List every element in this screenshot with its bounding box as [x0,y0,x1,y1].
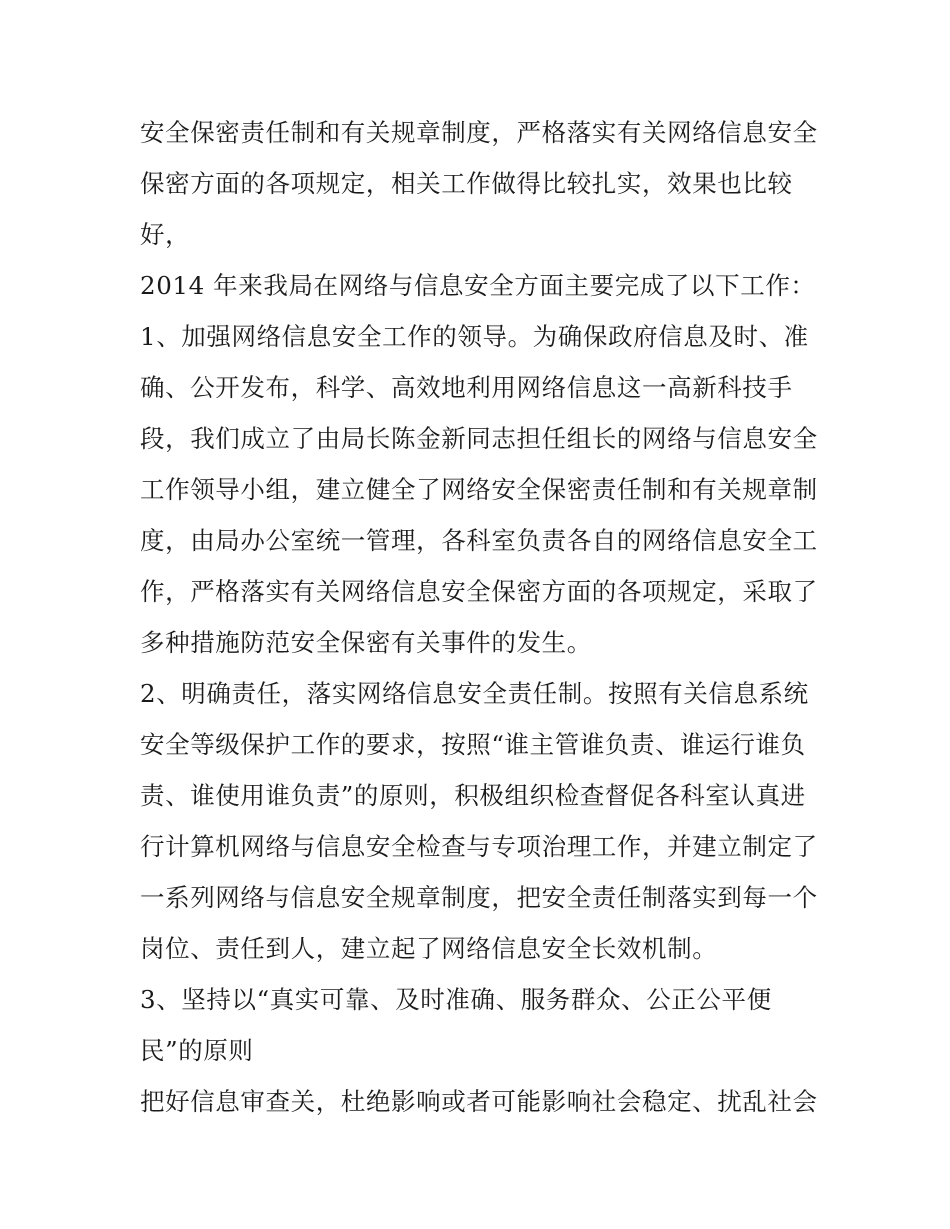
text-line: 一系列网络与信息安全规章制度，把安全责任制落实到每一个 [140,883,818,912]
text-line: 安全等级保护工作的要求，按照“谁主管谁负责、谁运行谁负 [140,730,806,759]
text-line: 作，严格落实有关网络信息安全保密方面的各项规定，采取了 [140,577,818,606]
text-line: 2、明确责任，落实网络信息安全责任制。按照有关信息系统 [140,679,809,708]
text-line: 行计算机网络与信息安全检查与专项治理工作，并建立制定了 [140,832,818,861]
text-line: 段，我们成立了由局长陈金新同志担任组长的网络与信息安全 [140,424,818,453]
text-line: 多种措施防范安全保密有关事件的发生。 [140,628,592,657]
text-line: 度，由局办公室统一管理，各科室负责各自的网络信息安全工 [140,526,818,555]
document-body [140,107,820,1127]
text-line: 好， [140,220,191,249]
text-line: 确、公开发布，科学、高效地利用网络信息这一高新科技手 [140,373,793,402]
text-line: 把好信息审查关，杜绝影响或者可能影响社会稳定、扰乱社会 [140,1087,818,1116]
text-line: 安全保密责任制和有关规章制度，严格落实有关网络信息安全 [140,118,818,147]
text-line: 责、谁使用谁负责”的原则，积极组织检查督促各科室认真进 [140,781,806,810]
text-line: 工作领导小组，建立健全了网络安全保密责任制和有关规章制 [140,475,818,504]
text-line: 1、加强网络信息安全工作的领导。为确保政府信息及时、准 [140,322,809,351]
text-line: 3、坚持以“真实可靠、及时准确、服务群众、公正公平便 [140,985,772,1014]
text-line: 保密方面的各项规定，相关工作做得比较扎实，效果也比较 [140,169,793,198]
text-line: 2014 年来我局在网络与信息安全方面主要完成了以下工作： [140,271,816,300]
text-line: 岗位、责任到人，建立起了网络信息安全长效机制。 [140,934,718,963]
text-line: 民”的原则 [140,1036,254,1065]
